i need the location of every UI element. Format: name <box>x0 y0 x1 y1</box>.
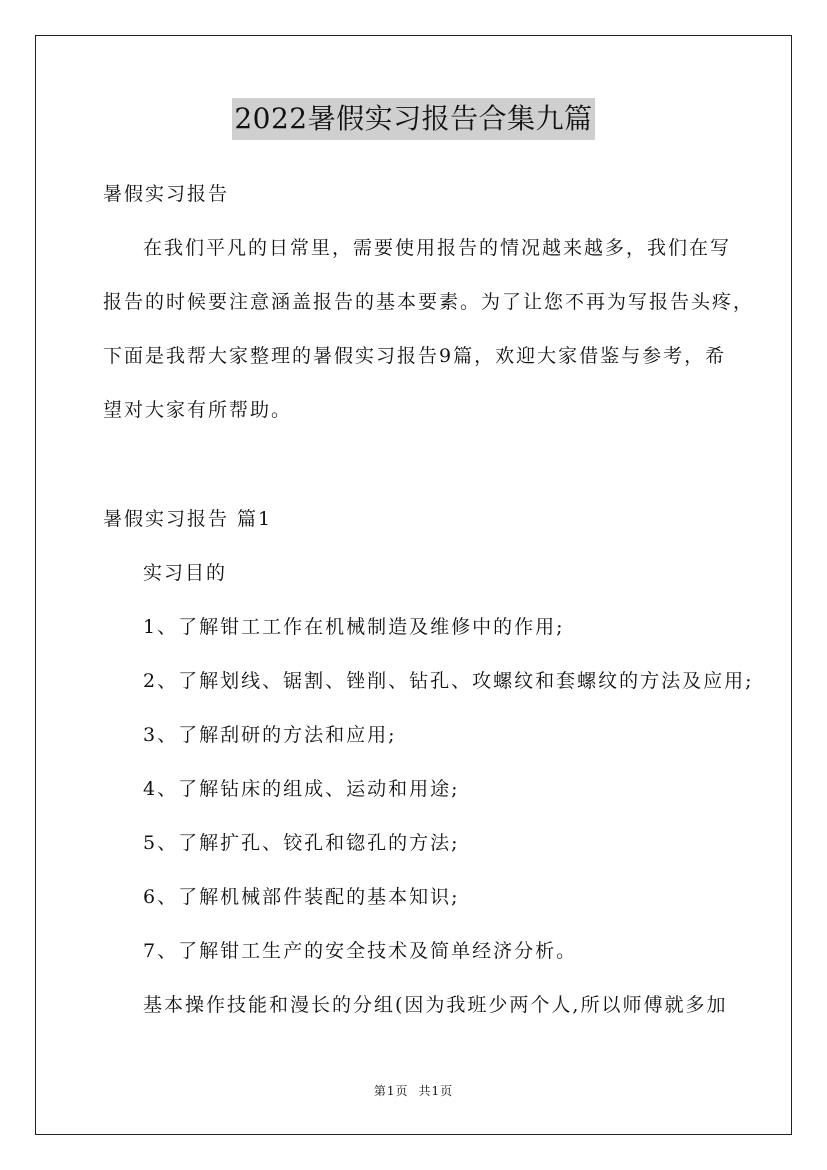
list-item: 3、了解刮研的方法和应用; <box>143 724 397 746</box>
purpose-heading: 实习目的 <box>143 562 228 584</box>
title-container <box>0 98 827 140</box>
intro-line: 望对大家有所帮助。 <box>103 399 293 421</box>
list-item: 6、了解机械部件装配的基本知识; <box>143 886 460 908</box>
list-item: 4、了解钻床的组成、运动和用途; <box>143 778 460 800</box>
page-number: 第1页 <box>373 1084 409 1098</box>
intro-line: 在我们平凡的日常里，需要使用报告的情况越来越多，我们在写 <box>143 237 732 259</box>
section-heading: 暑假实习报告 篇1 <box>103 508 273 530</box>
list-item: 2、了解划线、锯割、锉削、钻孔、攻螺纹和套螺纹的方法及应用; <box>143 670 754 692</box>
subtitle: 暑假实习报告 <box>103 183 230 205</box>
document-title: 2022暑假实习报告合集九篇 <box>232 98 594 140</box>
list-item: 5、了解扩孔、铰孔和锪孔的方法; <box>143 832 460 854</box>
page-footer <box>0 1083 827 1099</box>
list-item: 7、了解钳工生产的安全技术及简单经济分析。 <box>143 940 578 962</box>
body-text-line: 基本操作技能和漫长的分组(因为我班少两个人,所以师傅就多加 <box>143 994 728 1016</box>
list-item: 1、了解钳工工作在机械制造及维修中的作用; <box>143 616 565 638</box>
page-total: 共1页 <box>418 1084 454 1098</box>
intro-line: 报告的时候要注意涵盖报告的基本要素。为了让您不再为写报告头疼， <box>103 291 755 313</box>
intro-line: 下面是我帮大家整理的暑假实习报告9篇，欢迎大家借鉴与参考，希 <box>103 345 727 367</box>
